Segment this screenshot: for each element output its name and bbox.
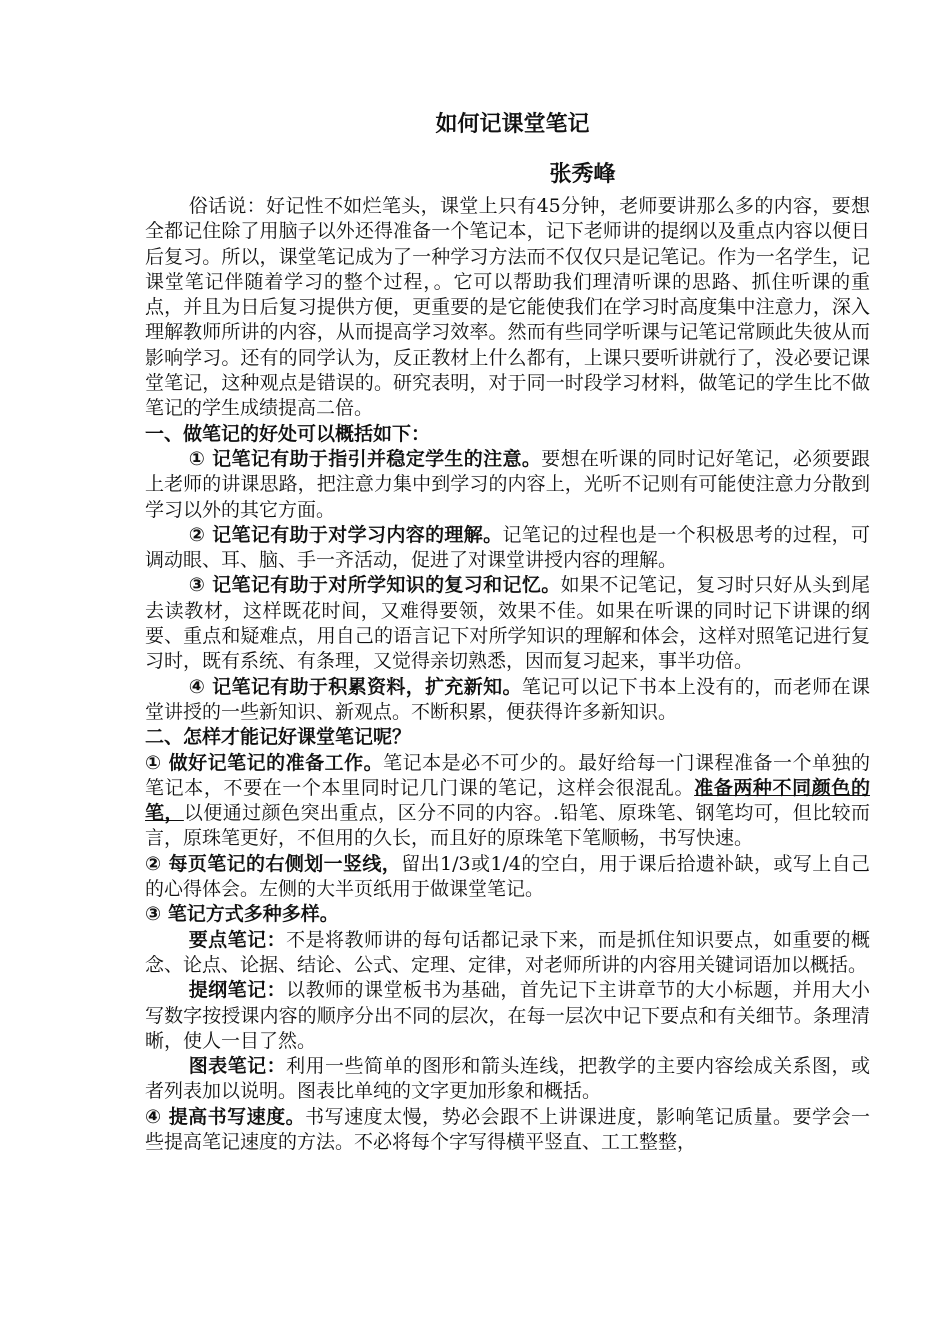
tip-1-text: 笔记本是必不可少的。最好给每一门课程准备一个单独的笔记本，不要在一个本里同时记几门课的笔记，这样会很混乱。 (145, 751, 871, 799)
benefit-paragraph-3 (145, 573, 870, 674)
tip-paragraph-2 (145, 852, 870, 903)
method-paragraph-2 (145, 978, 870, 1054)
method-paragraph-3 (145, 1054, 870, 1105)
tip-paragraph-3 (145, 902, 870, 927)
benefit-3-text: 如果不记笔记，复习时只好从头到尾去读教材，这样既花时间，又难得要领，效果不佳。如果在听课的同时记下讲课的纲要、重点和疑难点，用自己的语言记下对所学知识的理解和体会，这样对照笔记进行复习时，既有系统、有条理，又觉得亲切熟悉，因而复习起来，事半功倍。 (145, 574, 870, 673)
section-heading-benefits: 一、做笔记的好处可以概括如下： (145, 422, 431, 445)
tip-1-underlined: 准备两种不同颜色的笔， (145, 776, 870, 825)
benefit-paragraph-1 (145, 447, 870, 523)
tip-1-bold: ① 做好记笔记的准备工作。 (145, 751, 384, 774)
section-heading-how: 二、怎样才能记好课堂笔记呢？ (145, 726, 412, 749)
benefit-4-text: 笔记可以记下书本上没有的，而老师在课堂讲授的一些新知识、新观点。不断积累，便获得许多新知识。 (145, 675, 870, 723)
method-1-text: 不是将教师讲的每句话都记录下来，而是抓住知识要点，如重要的概念、论点、论据、结论、公式、定理、定律，对老师所讲的内容用关键词语加以概括。 (145, 928, 870, 976)
tip-2-bold: ② 每页笔记的右侧划一竖线， (145, 852, 402, 875)
benefit-3-bold: ③ 记笔记有助于对所学知识的复习和记忆。 (188, 574, 561, 597)
tip-2-text: 留出1/3或1/4的空白，用于课后拾遗补缺，或写上自己的心得体会。左侧的大半页纸用于做课堂笔记。 (145, 852, 870, 901)
document-author: 张秀峰 (549, 162, 616, 187)
tip-paragraph-4 (145, 1105, 870, 1156)
benefit-1-text: 要想在听课的同时记好笔记，必须要跟上老师的讲课思路，把注意力集中到学习的内容上，光听不记则有可能使注意力分散到学习以外的其它方面。 (145, 447, 870, 521)
benefit-2-bold: ② 记笔记有助于对学习内容的理解。 (188, 523, 503, 546)
benefit-1-bold: ① 记笔记有助于指引并稳定学生的注意。 (188, 447, 542, 470)
benefit-4-bold: ④ 记笔记有助于积累资料，扩充新知。 (188, 675, 522, 698)
document-title: 如何记课堂笔记 (435, 112, 590, 137)
method-paragraph-1 (145, 928, 870, 979)
tip-paragraph-1 (145, 751, 870, 852)
tip-1-text-2: 以便通过颜色突出重点，区分不同的内容。.铅笔、原珠笔、钢笔均可，但比较而言，原珠笔更好，不但用的久长，而且好的原珠笔下笔顺畅，书写快速。 (145, 802, 870, 850)
method-2-bold: 提纲笔记： (188, 979, 287, 1002)
tip-4-text: 书写速度太慢，势必会跟不上讲课进度，影响笔记质量。要学会一些提高笔记速度的方法。不必将每个字写得横平竖直、工工整整， (145, 1105, 870, 1153)
tip-3-bold: ③ 笔记方式多种多样。 (145, 903, 339, 926)
method-2-text: 以教师的课堂板书为基础，首先记下主讲章节的大小标题，并用大小写数字按授课内容的顺序分出不同的层次，在每一层次中记下要点和有关细节。条理清晰，使人一目了然。 (145, 979, 870, 1052)
benefit-2-text: 记笔记的过程也是一个积极思考的过程，可调动眼、耳、脑、手一齐活动，促进了对课堂讲授内容的理解。 (145, 523, 870, 572)
method-3-bold: 图表笔记： (188, 1055, 287, 1078)
benefit-paragraph-4 (145, 675, 870, 726)
method-1-bold: 要点笔记： (188, 928, 287, 951)
method-3-text: 利用一些简单的图形和箭头连线，把教学的主要内容绘成关系图，或者列表加以说明。图表比单纯的文字更加形象和概括。 (145, 1055, 870, 1103)
tip-4-bold: ④ 提高书写速度。 (145, 1105, 306, 1128)
document-page (145, 108, 870, 1155)
benefit-paragraph-2 (145, 523, 870, 574)
intro-paragraph: 俗话说：好记性不如烂笔头，课堂上只有45分钟，老师要讲那么多的内容，要想全都记住除了用脑子以外还得准备一个笔记本，记下老师讲的提纲以及重点内容以便日后复习。所以，课堂笔记成为了一种学习方法而不仅仅只是记笔记。作为一名学生，记课堂笔记伴随着学习的整个过程，。它可以帮助我们理清听课的思路、抓住听课的重点，并且为日后复习提供方便，更重要的是它能使我们在学习时高度集中注意力，深入理解教师所讲的内容，从而提高学习效率。然而有些同学听课与记笔记常顾此失彼从而影响学习。还有的同学认为，反正教材上什么都有，上课只要听讲就行了，没必要记课堂笔记，这种观点是错误的。研究表明，对于同一时段学习材料，做笔记的学生比不做笔记的学生成绩提高二倍。 (145, 195, 870, 420)
